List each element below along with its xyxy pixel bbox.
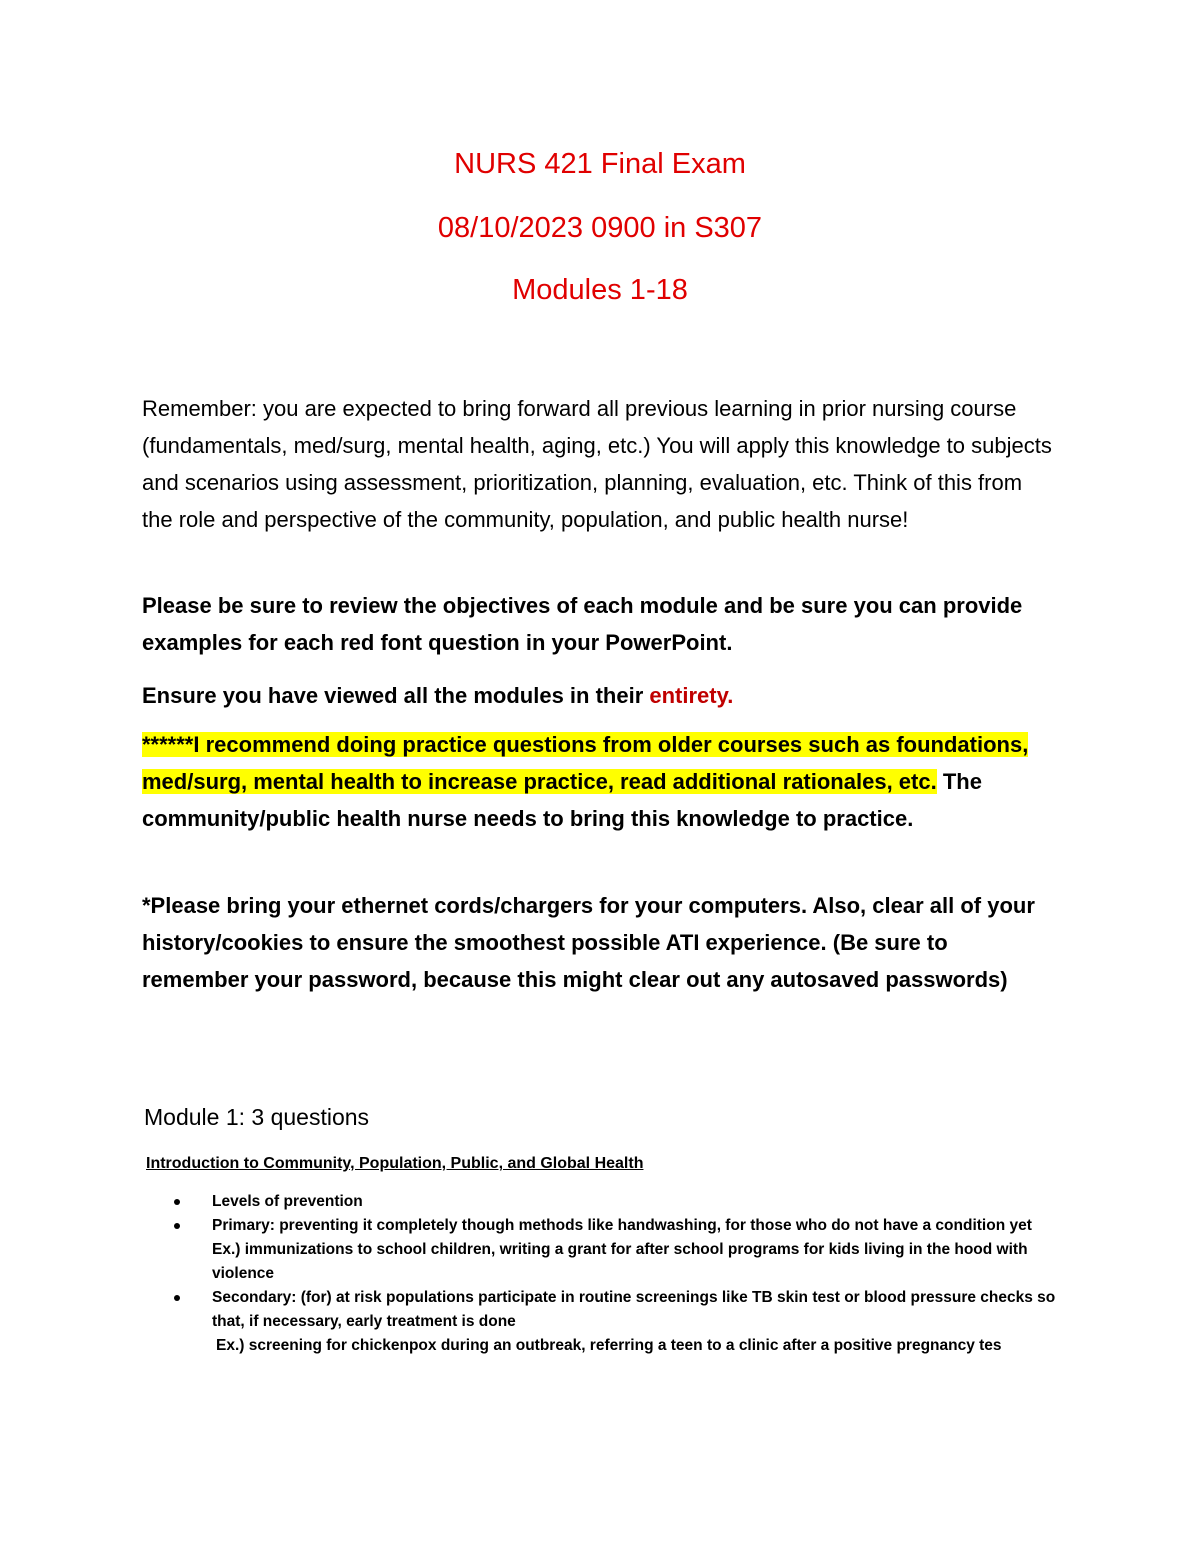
entirety-emphasis: entirety. (649, 683, 734, 708)
bullet-levels-of-prevention (142, 1190, 1062, 1214)
bullet-secondary-prevention (142, 1286, 1062, 1358)
bullet-dot-icon (174, 1223, 180, 1229)
recommend-paragraph (142, 726, 1058, 837)
ethernet-paragraph: *Please bring your ethernet cords/chargers for your computers. Also, clear all of your history/cookies to ensure the smoothest possible ATI experience. (Be sure to remember your password, because this might clear out any autosaved passwords) (142, 893, 1035, 992)
module-1-heading: Module 1: 3 questions (144, 1104, 370, 1130)
objectives-paragraph: Please be sure to review the objectives of each module and be sure you can provide examples for each red font question in your PowerPoint. (142, 593, 1023, 655)
bullet-text: Secondary: (for) at risk populations participate in routine screenings like TB skin test or blood pressure checks so that, if necessary, early treatment is done (212, 1289, 1056, 1330)
bullet-example: Ex.) screening for chickenpox during an outbreak, referring a teen to a clinic after a positive pregnancy tes (216, 1337, 1002, 1354)
exam-title: NURS 421 Final Exam (454, 148, 746, 180)
module-1-bullet-list (142, 1190, 1062, 1358)
viewed-text: Ensure you have viewed all the modules in their (142, 683, 650, 708)
bullet-dot-icon (174, 1199, 180, 1205)
bullet-text: Levels of prevention (212, 1193, 363, 1210)
viewed-paragraph (142, 677, 1058, 714)
remember-paragraph: Remember: you are expected to bring forward all previous learning in prior nursing course (fundamentals, med/surg, mental health, aging, etc.) You will apply this knowledge to subjects and scenarios using assessment, prioritization, planning, evaluation, etc. Think of this from the role and perspective of the community, population, and public health nurse! (142, 396, 1052, 532)
recommend-rest: The community/public health nurse needs to bring this knowledge to practice. (142, 769, 982, 831)
bullet-dot-icon (174, 1295, 180, 1301)
exam-date-location: 08/10/2023 0900 in S307 (437, 212, 763, 244)
bullet-example: Ex.) immunizations to school children, writing a grant for after school programs for kids living in the hood with violence (212, 1241, 1028, 1282)
exam-modules: Modules 1-18 (512, 274, 688, 306)
bullet-primary-prevention (142, 1214, 1062, 1286)
bullet-text: Primary: preventing it completely though methods like handwashing, for those who do not have a condition yet (212, 1217, 1032, 1234)
recommend-highlight: ******I recommend doing practice questions from older courses such as foundations, med/surg, mental health to increase practice, read additional rationales, etc. (142, 732, 1029, 794)
module-1-section-title: Introduction to Community, Population, Public, and Global Health (146, 1155, 644, 1172)
